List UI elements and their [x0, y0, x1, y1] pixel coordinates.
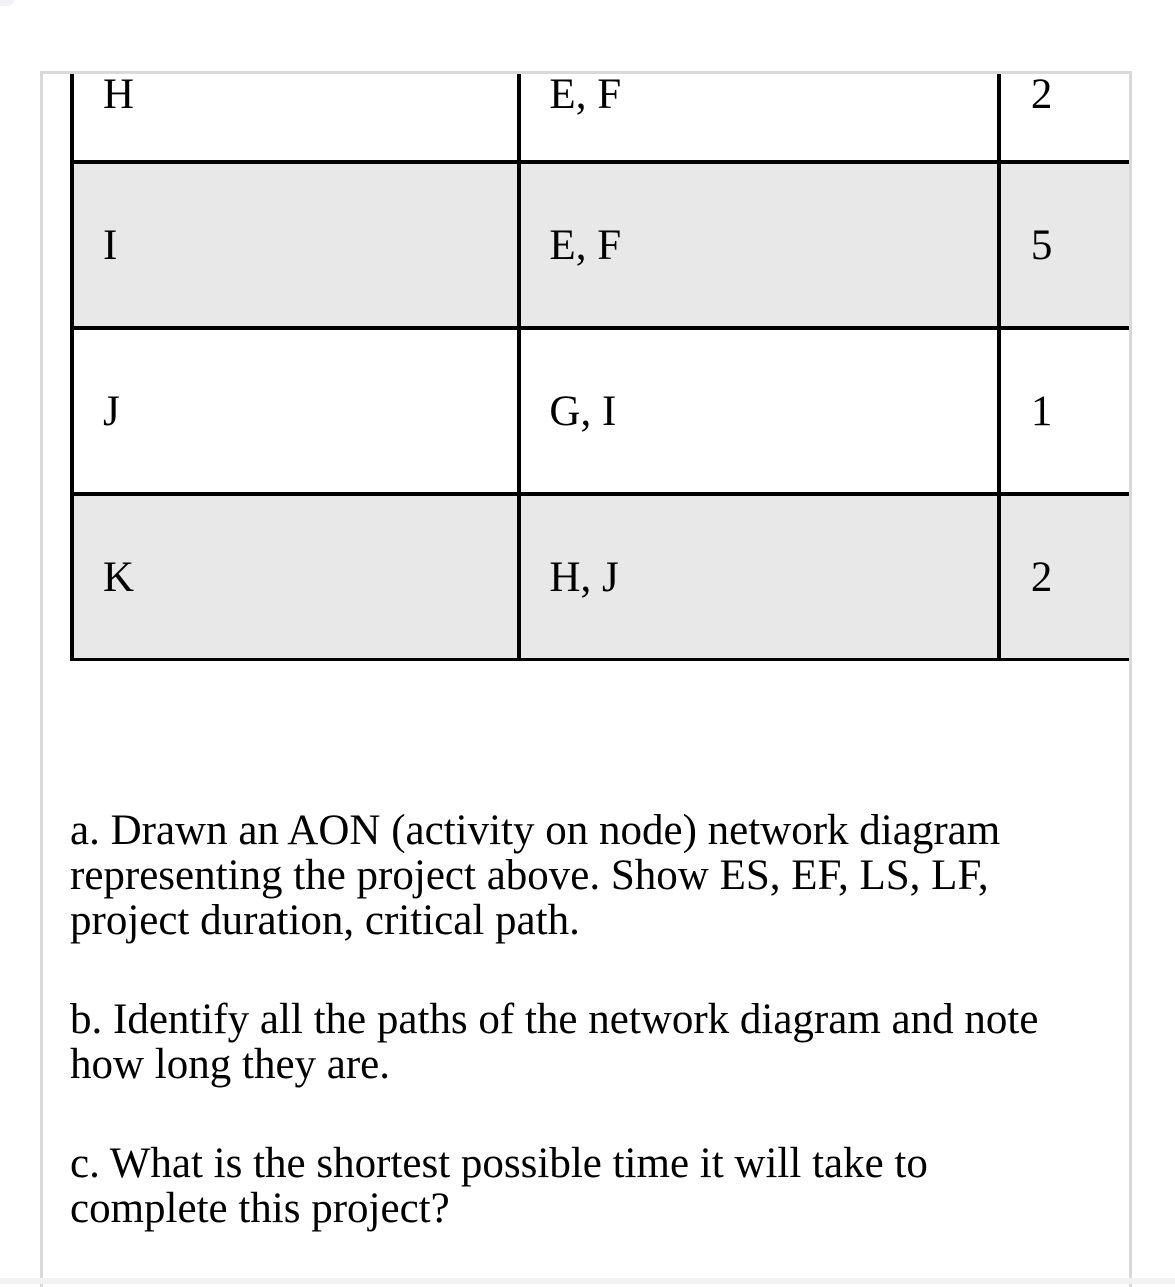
table-row — [72, 162, 1129, 328]
table-row — [72, 328, 1129, 494]
activity-cell: H — [72, 74, 519, 162]
activity-table — [70, 71, 1129, 661]
question-a: a. Drawn an AON (activity on node) network diagram representing the project above. Show ES, EF, LS, LF, project duration, critical path. — [70, 807, 1001, 944]
table-row — [72, 494, 1129, 660]
page-corner — [0, 0, 14, 6]
question-b: b. Identify all the paths of the network diagram and note how long they are. — [70, 996, 1039, 1088]
activity-cell: J — [72, 328, 519, 494]
activity-cell: I — [72, 162, 519, 328]
question-c: c. What is the shortest possible time it will take to complete this project? — [70, 1140, 928, 1232]
time-cell: 5 — [999, 162, 1129, 328]
time-cell: 2 — [999, 494, 1129, 660]
questions — [70, 808, 1090, 1285]
time-cell: 1 — [999, 328, 1129, 494]
predecessors-cell: H, J — [519, 494, 998, 660]
bottom-edge — [0, 1278, 1175, 1284]
content-panel — [40, 71, 1132, 1287]
time-cell: 2 — [999, 74, 1129, 162]
predecessors-cell: E, F — [519, 74, 998, 162]
activity-cell: K — [72, 494, 519, 660]
predecessors-cell: G, I — [519, 328, 998, 494]
predecessors-cell: E, F — [519, 162, 998, 328]
table-row — [72, 74, 1129, 162]
